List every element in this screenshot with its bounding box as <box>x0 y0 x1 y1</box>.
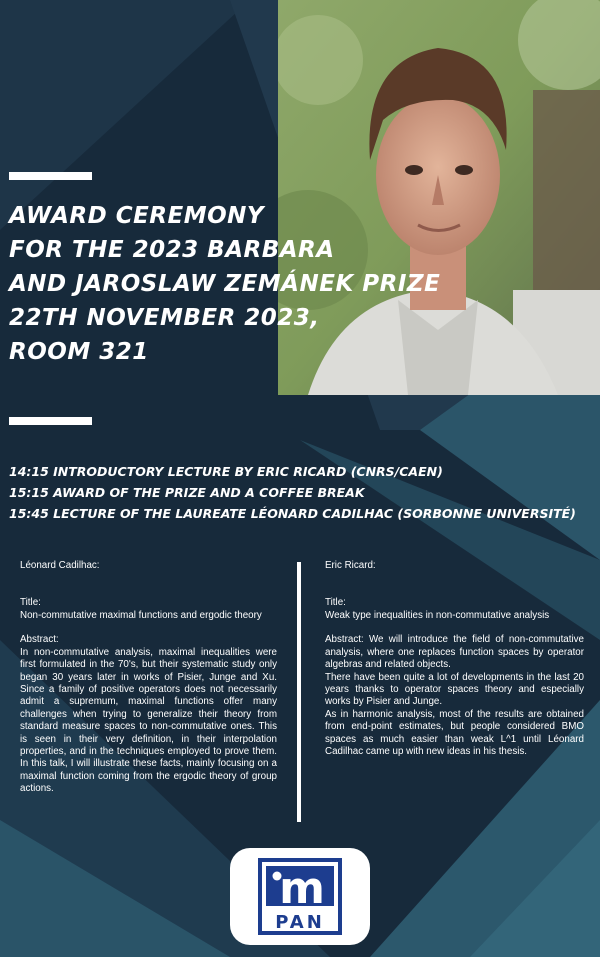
talk-title: Weak type inequalities in non-commutative analysis <box>325 609 550 621</box>
schedule <box>9 461 594 524</box>
title-line: ROOM 321 <box>9 339 149 365</box>
title-line: AWARD CEREMONY <box>9 203 265 229</box>
speaker-name: Eric Ricard: <box>325 560 376 571</box>
logo-letters-pan: PAN <box>275 912 325 933</box>
title-bar-top <box>9 172 92 180</box>
talk-title: Non-commutative maximal functions and ergodic theory <box>20 609 262 621</box>
column-divider <box>297 562 301 822</box>
abstract-text: In non-commutative analysis, maximal inequalities were first formulated in the 70's, but their systematic study only began 30 years later in works of Pisier, Junge and Xu. Since a family of positive operators does not necessarily admit a supremum, maximal functions offer many challenges when trying to generalize their theory from standard measure spaces to non-commutative ones. This is seen in their very definition, in their interpolation properties, and in the techniques employed to prove them. In this talk, I will illustrate these facts, mainly focusing on a maximal function coming from the ergodic theory of group actions. <box>20 646 277 795</box>
abstract-paragraph: As in harmonic analysis, most of the results are obtained from end-point estimates, but people considered BMO spaces as much easier than weak L^1 until Léonard Cadilhac came up with new ideas in his thesis. <box>325 708 584 758</box>
impan-logo <box>230 848 370 945</box>
title-line: FOR THE 2023 BARBARA <box>9 237 335 263</box>
speaker-name: Léonard Cadilhac: <box>20 560 100 571</box>
lecturer-abstract-column <box>325 560 584 758</box>
talk-title-label: Title: <box>20 597 41 609</box>
abstract-label: Abstract: <box>20 634 59 646</box>
schedule-item: 15:15 AWARD OF THE PRIZE AND A COFFEE BREAK <box>9 485 365 500</box>
talk-title-label: Title: <box>325 597 346 609</box>
impan-logo-mark <box>230 848 370 945</box>
logo-letter-m: m <box>279 863 325 914</box>
laureate-abstract-column <box>20 560 277 796</box>
title-line: AND JAROSLAW ZEMÁNEK PRIZE <box>9 271 441 297</box>
title-bar-bottom <box>9 417 92 425</box>
schedule-item: 14:15 INTRODUCTORY LECTURE BY ERIC RICARD (CNRS/CAEN) <box>9 464 443 479</box>
schedule-item: 15:45 LECTURE OF THE LAUREATE LÉONARD CADILHAC (SORBONNE UNIVERSITÉ) <box>9 506 576 521</box>
abstract-paragraph: There have been quite a lot of developments in the last 20 years thanks to operator spaces theory and especially works by Pisier and Junge. <box>325 671 584 708</box>
event-title <box>9 199 529 369</box>
title-line: 22TH NOVEMBER 2023, <box>9 305 320 331</box>
abstract-paragraph: Abstract: We will introduce the field of non-commutative analysis, where one replaces function spaces by operator algebras and related objects. <box>325 634 584 671</box>
